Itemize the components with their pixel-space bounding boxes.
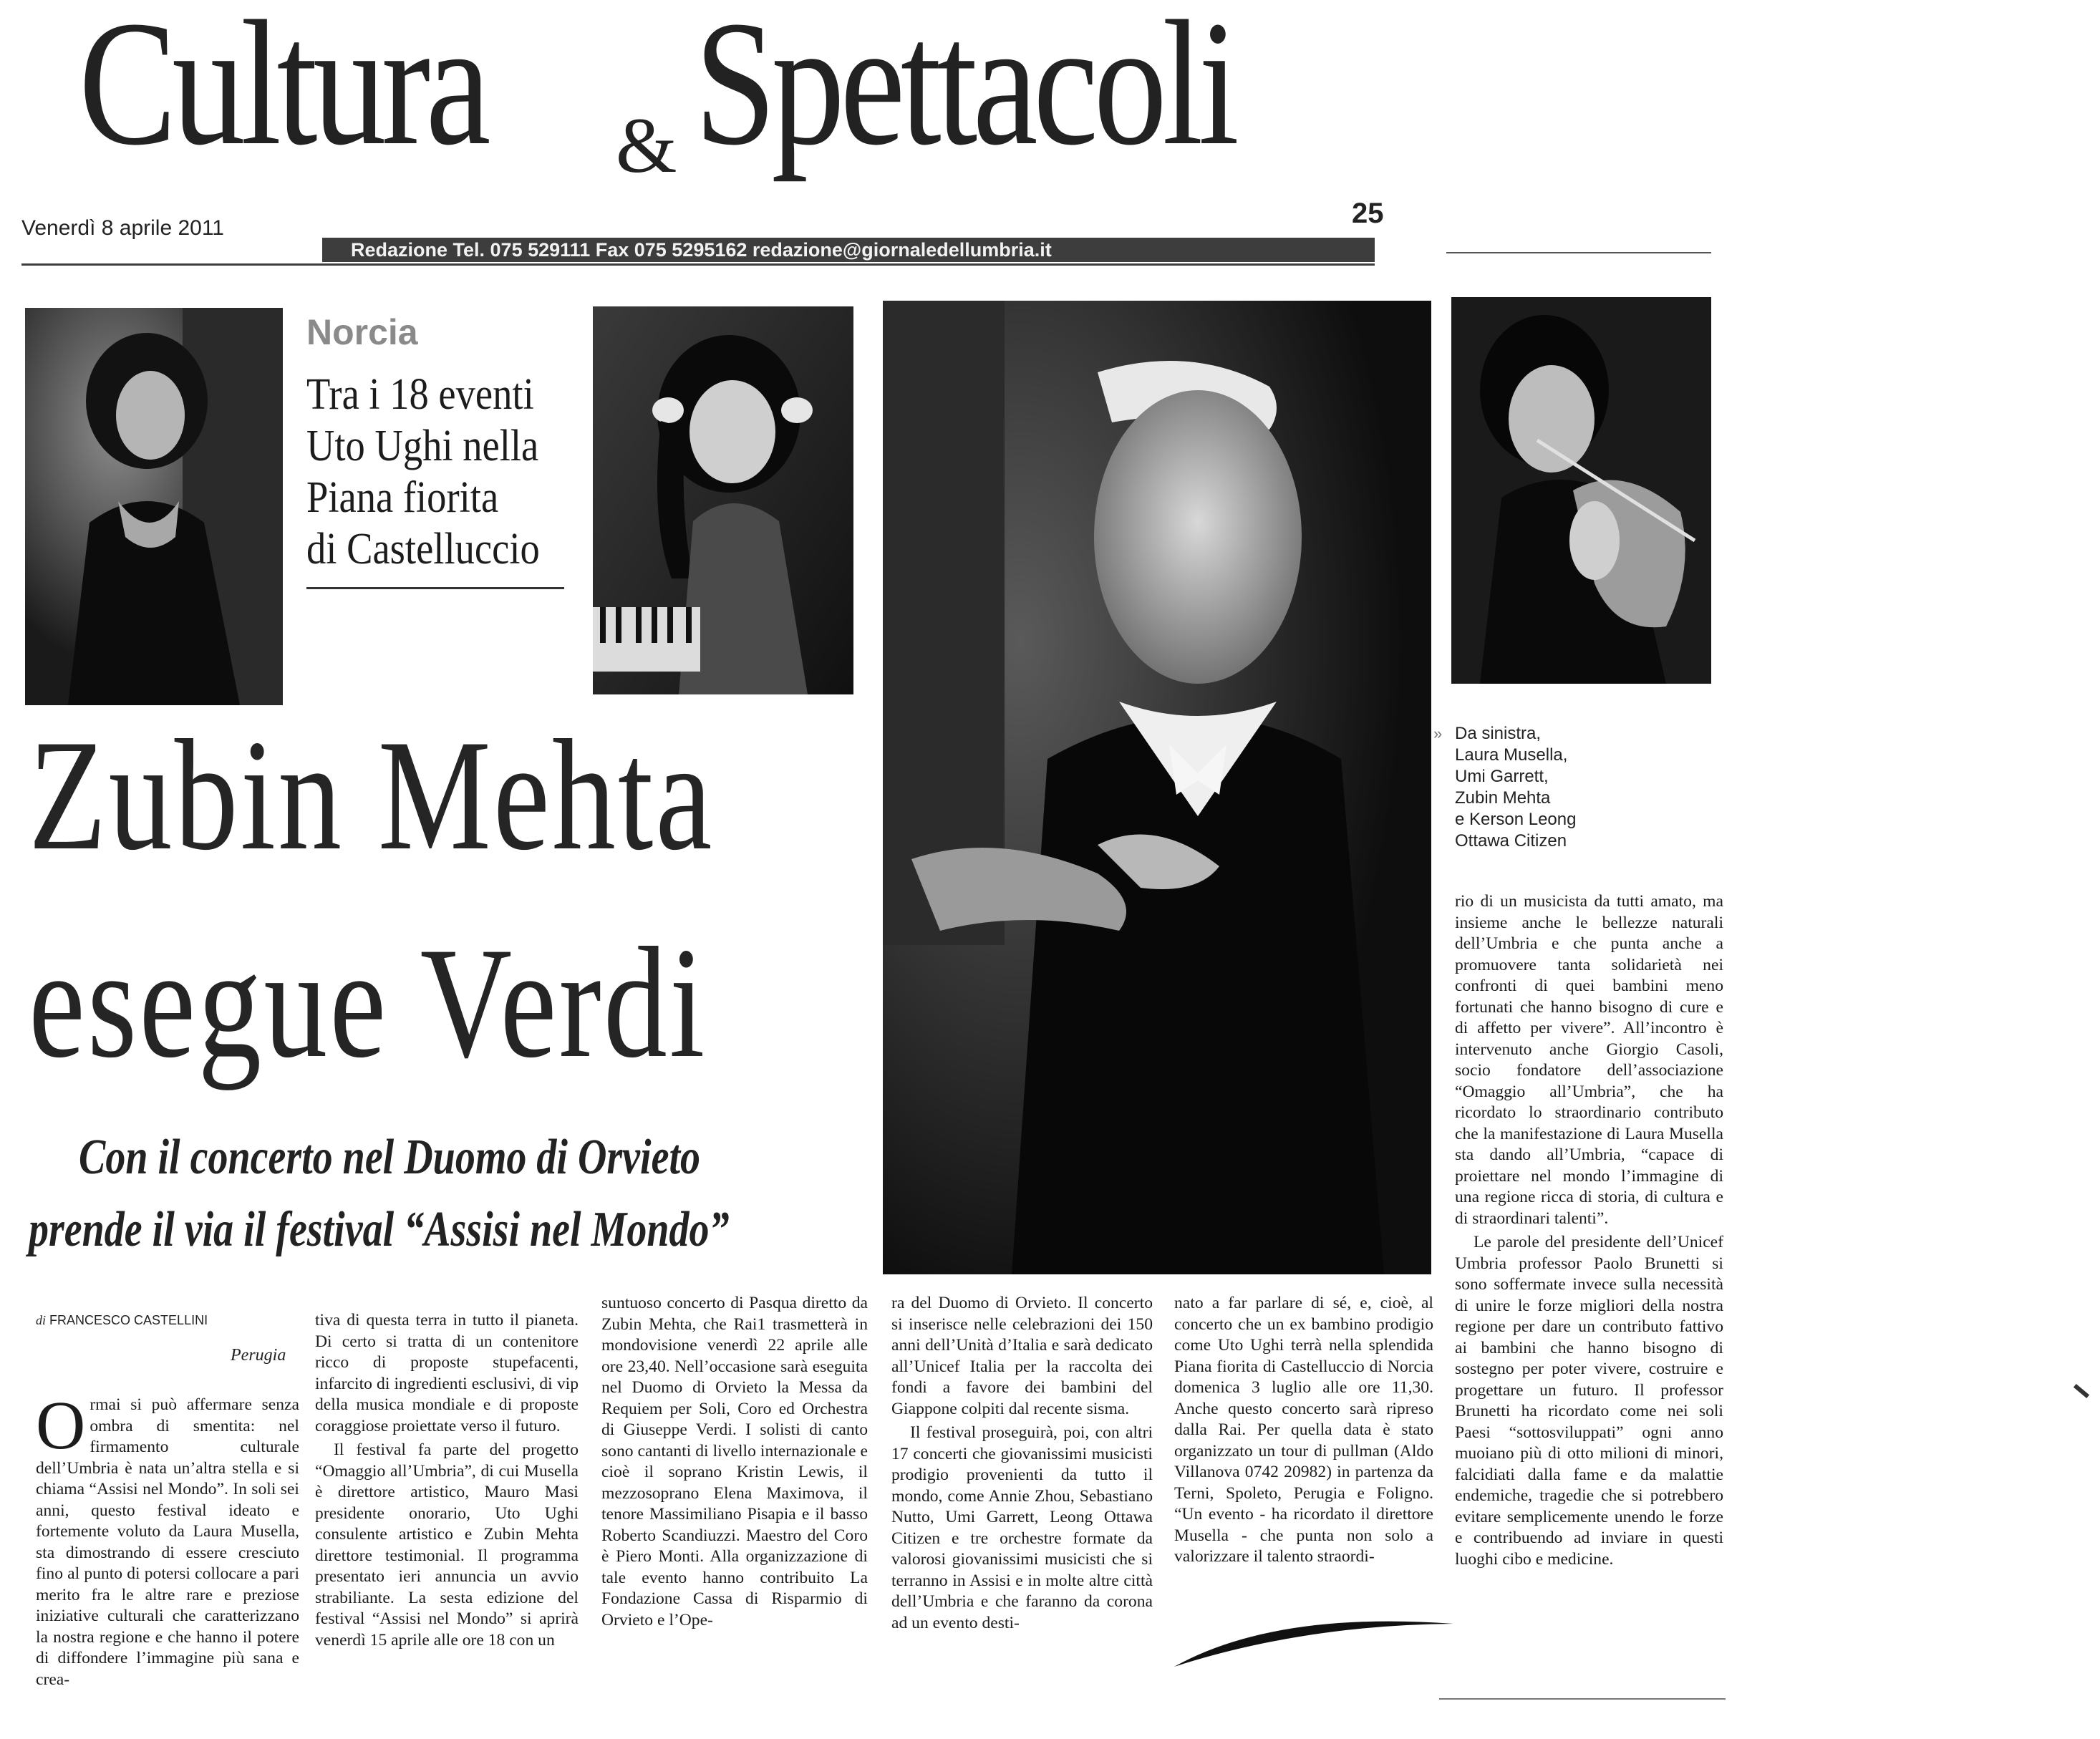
deck-line-1: Con il concerto nel Duomo di Orvieto [79, 1130, 700, 1185]
photo-caption [1433, 723, 1577, 852]
photo-zubin-mehta [883, 301, 1431, 1274]
caption-line: Da sinistra, [1455, 724, 1542, 743]
column-bottom-rule [1439, 1698, 1726, 1700]
sidebar-line-1: Tra i 18 eventi [306, 370, 534, 419]
redazione-bar: Redazione Tel. 075 529111 Fax 075 5295162 redazione@giornaledellumbria.it [322, 238, 1375, 262]
caption-line: Ottawa Citizen [1455, 831, 1567, 851]
article-paragraph: suntuoso concerto di Pasqua diretto da Zubin Mehta, che Rai1 trasmetterà in mondovisione venerdì 22 aprile alle ore 23,40. Nell’occasione sarà eseguita nel Duomo di Orvieto la Messa da Requiem per Soli, Coro ed Orchestra di Giuseppe Verdi. I solisti di canto sono cantanti di livello internazionale e cioè il soprano Kristin Lewis, il mezzosoprano Elena Maximova, il tenore Massimiliano Pisapia e il basso Roberto Scandiuzzi. Maestro del Coro è Piero Monti. Alla organizzazione di tale evento hanno contribuito La Fondazione Cassa di Risparmio di Orvieto e l’Ope- [601, 1294, 868, 1629]
article-column-6 [1455, 891, 1723, 1699]
scan-mark [2074, 1384, 2089, 1398]
masthead-cultura: Cultura [79, 0, 486, 183]
dateline: Perugia [231, 1346, 286, 1365]
headline-line-2: esegue Verdi [29, 915, 707, 1091]
article-column-1 [36, 1395, 299, 1724]
photo-kerson-leong [1451, 297, 1711, 684]
article-column-5 [1174, 1293, 1433, 1629]
article-paragraph: ra del Duomo di Orvieto. Il concerto si inserisce nelle celebrazioni dei 150 anni dell’Unità d’Italia e sarà dedicato all’Unicef Italia per la raccolta dei fondi a favore dei bambini del Giappone colpiti dal recente sisma. [891, 1294, 1153, 1418]
byline-prefix: di [36, 1313, 47, 1327]
kicker-norcia: Norcia [306, 312, 418, 352]
caption-line: Laura Musella, [1455, 745, 1568, 765]
drop-cap: O [36, 1395, 86, 1463]
sidebar-line-4: di Castelluccio [306, 525, 540, 573]
headline-line-1: Zubin Mehta [29, 707, 715, 883]
issue-date: Venerdì 8 aprile 2011 [21, 216, 224, 240]
caption-line: e Kerson Leong [1455, 810, 1577, 829]
decorative-swoosh-icon [1174, 1618, 1453, 1668]
sidebar-line-2: Uto Ughi nella [306, 422, 539, 470]
masthead-rule [21, 263, 1375, 266]
deck-line-2: prende il via il festival “Assisi nel Mondo” [29, 1202, 730, 1257]
caption-line: Zubin Mehta [1455, 788, 1551, 808]
sidebar-line-3: Piana fiorita [306, 473, 499, 522]
article-column-4 [891, 1293, 1153, 1723]
page-number: 25 [1352, 198, 1384, 229]
sidebar-rule [306, 587, 564, 589]
paragraph-text: rmai si può affermare senza ombra di smentita: nel firmamento culturale dell’Umbria è nata un’altra stella e si chiama “Assisi nel Mondo”. In soli sei anni, questo festival ideato e fortemente voluto da Laura Musella, sta dimostrando di essere cresciuto fino al punto di potersi collocare a pari merito fra le altre rare e preziose iniziative culturali che caratterizzano la nostra regione e che hanno il potere di diffondere l’immagine più sana e crea- [36, 1395, 299, 1689]
byline-author: FRANCESCO CASTELLINI [49, 1313, 208, 1327]
article-paragraph: nato a far parlare di sé, e, cioè, al concerto che un ex bambino prodigio come Uto Ughi terrà nella splendida Piana fiorita di Castelluccio di Norcia domenica 3 luglio alle ore 11,30. Anche questo concerto sarà ripreso dalla Rai. Per quella data è stato organizzato un tour di pullman (Aldo Villanova 0742 20982) in partenza da Terni, Spoleto, Perugia e Foligno. “Un evento - ha ricordato il direttore Musella - che punta non solo a valorizzare il talento straordi- [1174, 1294, 1433, 1566]
article-column-3 [601, 1293, 868, 1723]
article-paragraph: Il festival proseguirà, poi, con altri 17 concerti che giovanissimi musicisti prodigio provenienti da tutto il mondo, come Annie Zhou, Sebastiano Nutto, Umi Garrett, Leong Ottawa Citizen e tre orchestre formate da valorosi giovanissimi musicisti che si terranno in Assisi e in molte altre città dell’Umbria e che faranno da corona ad un evento desti- [891, 1423, 1153, 1632]
article-paragraph: tiva di questa terra in tutto il pianeta. Di certo si tratta di un contenitore ricco di proposte stupefacenti, infarcito di ingredienti esclusivi, di vip della musica mondiale e di proposte coraggiose proiettate verso il futuro. [315, 1311, 579, 1435]
photo-umi-garrett [593, 306, 853, 694]
masthead-spettacoli: Spettacoli [695, 0, 1235, 183]
caption-arrows-icon: » [1433, 725, 1443, 742]
masthead-ampersand: & [616, 102, 677, 189]
article-paragraph [36, 1395, 299, 1690]
article-paragraph: Le parole del presidente dell’Unicef Umbria professor Paolo Brunetti si sono soffermate invece sulla necessità di unire le forze migliori della nostra regione per dare un contributo fattivo ai bambini che hanno bisogno di sostegno per poter vivere, costruire e progettare un futuro. Il professor Brunetti ha ricordato come nei soli Paesi “sottosviluppati” ogni anno muoiano più di otto milioni di minori, falcidiati dalla fame e da malattie endemiche, tragedie che si potrebbero evitare semplicemente unendo le forze e contribuendo ad inviare in questi luoghi cibo e medicine. [1455, 1233, 1723, 1569]
byline [36, 1313, 208, 1328]
article-paragraph: Il festival fa parte del progetto “Omaggio all’Umbria”, di cui Musella è direttore artistico, Mauro Masi presidente onorario, Uto Ughi consulente artistico e Zubin Mehta direttore testimonial. Il programma presentato ieri annuncia un avvio strabiliante. La sesta edizione del festival “Assisi nel Mondo” si aprirà venerdì 15 aprile alle ore 18 con un [315, 1440, 579, 1650]
caption-line: Umi Garrett, [1455, 767, 1549, 786]
article-column-2 [315, 1310, 579, 1725]
article-paragraph: rio di un musicista da tutti amato, ma insieme anche le bellezze naturali dell’Umbria e che punta anche a promuovere tanta solidarietà nei confronti di quei bambini meno fortunati che hanno bisogno di cure e di affetto per vivere”. All’incontro è intervenuto anche Giorgio Casoli, socio fondatore dell’associazione “Omaggio all’Umbria”, che ha ricordato lo straordinario contributo che la manifestazione di Laura Musella sta dando all’Umbria, “capace di proiettare nel mondo l’immagine di una regione ricca di storia, di cultura e di straordinari talenti”. [1455, 892, 1723, 1228]
photo-laura-musella [25, 308, 283, 705]
masthead-rule-right [1446, 252, 1711, 253]
